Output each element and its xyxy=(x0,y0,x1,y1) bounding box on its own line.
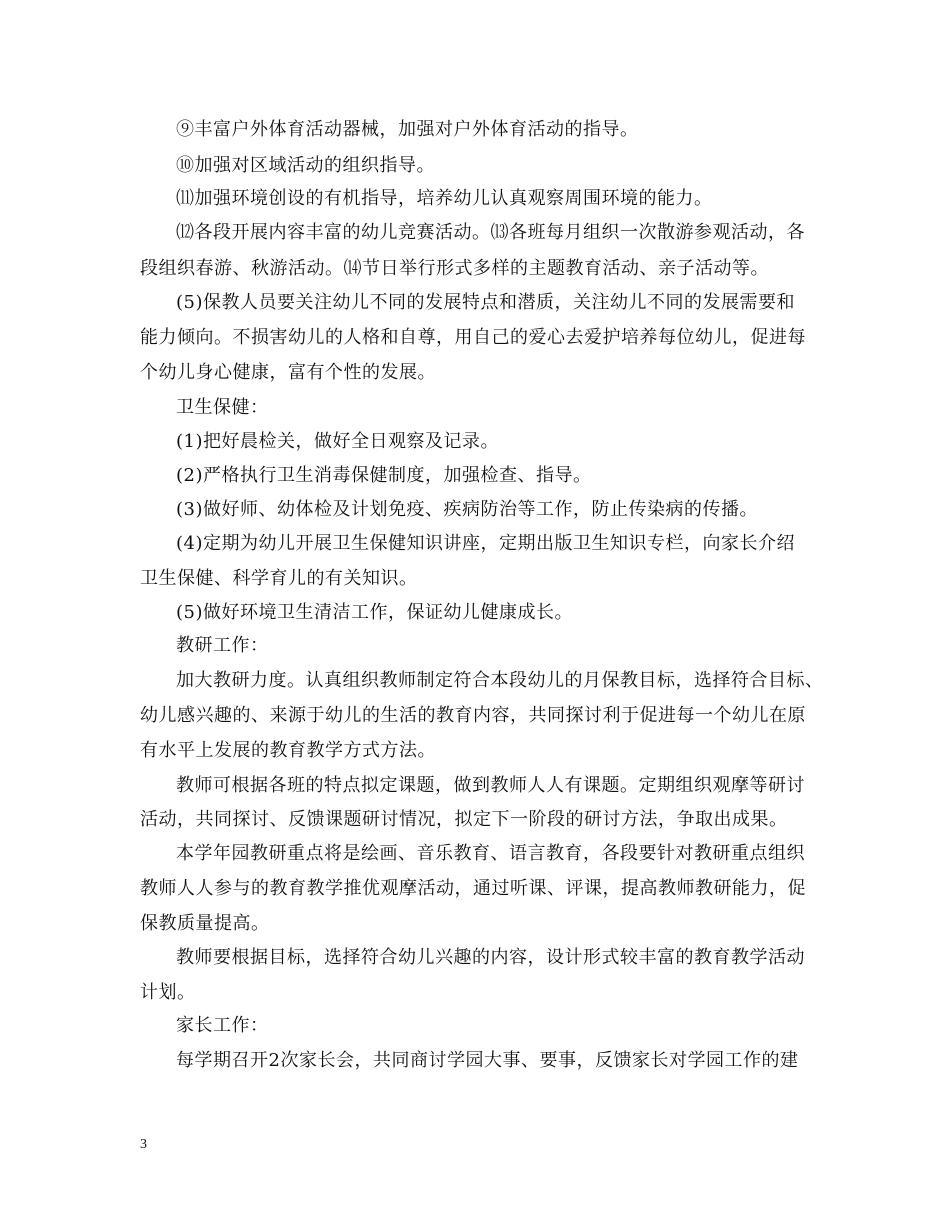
page-number: 3 xyxy=(140,1137,147,1152)
section-heading: 教研工作： xyxy=(176,635,269,656)
text-line: 加大教研力度。认真组织教师制定符合本段幼儿的月保教目标，选择符合目标、 xyxy=(176,670,824,691)
text-line: 教师要根据目标，选择符合幼儿兴趣的内容，设计形式较丰富的教育教学活动 xyxy=(176,947,805,968)
text-line: ⑩加强对区域活动的组织指导。 xyxy=(176,155,435,176)
text-line: 教师可根据各班的特点拟定课题，做到教师人人有课题。定期组织观摩等研讨 xyxy=(176,775,805,796)
text-line: (3)做好师、幼体检及计划免疫、疾病防治等工作，防止传染病的传播。 xyxy=(176,499,758,520)
section-heading: 家长工作： xyxy=(176,1015,269,1036)
text-line: 能力倾向。不损害幼儿的人格和自尊，用自己的爱心去爱护培养每位幼儿，促进每 xyxy=(140,327,806,348)
text-line: 保教质量提高。 xyxy=(140,913,270,934)
text-line: (4)定期为幼儿开展卫生保健知识讲座，定期出版卫生知识专栏，向家长介绍 xyxy=(176,533,795,554)
text-line: 段组织春游、秋游活动。⒁节日举行形式多样的主题教育活动、亲子活动等。 xyxy=(140,258,769,279)
text-line: 每学期召开2次家长会，共同商讨学园大事、要事，反馈家长对学园工作的建 xyxy=(176,1050,799,1071)
text-line: 计划。 xyxy=(140,982,196,1003)
text-line: (5)做好环境卫生清洁工作，保证幼儿健康成长。 xyxy=(176,602,573,623)
text-line: (2)严格执行卫生消毒保健制度，加强检查、指导。 xyxy=(176,465,592,486)
text-line: 教师人人参与的教育教学推优观摩活动，通过听课、评课，提高教师教研能力，促 xyxy=(140,878,806,899)
text-line: ⑿各段开展内容丰富的幼儿竞赛活动。⒀各班每月组织一次散游参观活动，各 xyxy=(176,222,805,243)
text-line: (5)保教人员要关注幼儿不同的发展特点和潜质，关注幼儿不同的发展需要和 xyxy=(176,292,795,313)
text-line: 幼儿感兴趣的、来源于幼儿的生活的教育内容，共同探讨利于促进每一个幼儿在原 xyxy=(140,705,806,726)
text-line: 有水平上发展的教育教学方式方法。 xyxy=(140,740,436,761)
text-line: 个幼儿身心健康，富有个性的发展。 xyxy=(140,362,436,383)
text-line: 本学年园教研重点将是绘画、音乐教育、语言教育，各段要针对教研重点组织 xyxy=(176,843,805,864)
text-line: 活动，共同探讨、反馈课题研讨情况，拟定下一阶段的研讨方法，争取出成果。 xyxy=(140,809,788,830)
text-line: ⑾加强环境创设的有机指导，培养幼儿认真观察周围环境的能力。 xyxy=(176,188,713,209)
text-line: (1)把好晨检关，做好全日观察及记录。 xyxy=(176,431,499,452)
section-heading: 卫生保健： xyxy=(176,397,269,418)
text-line: ⑨丰富户外体育活动器械，加强对户外体育活动的指导。 xyxy=(176,119,639,140)
text-line: 卫生保健、科学育儿的有关知识。 xyxy=(140,568,418,589)
